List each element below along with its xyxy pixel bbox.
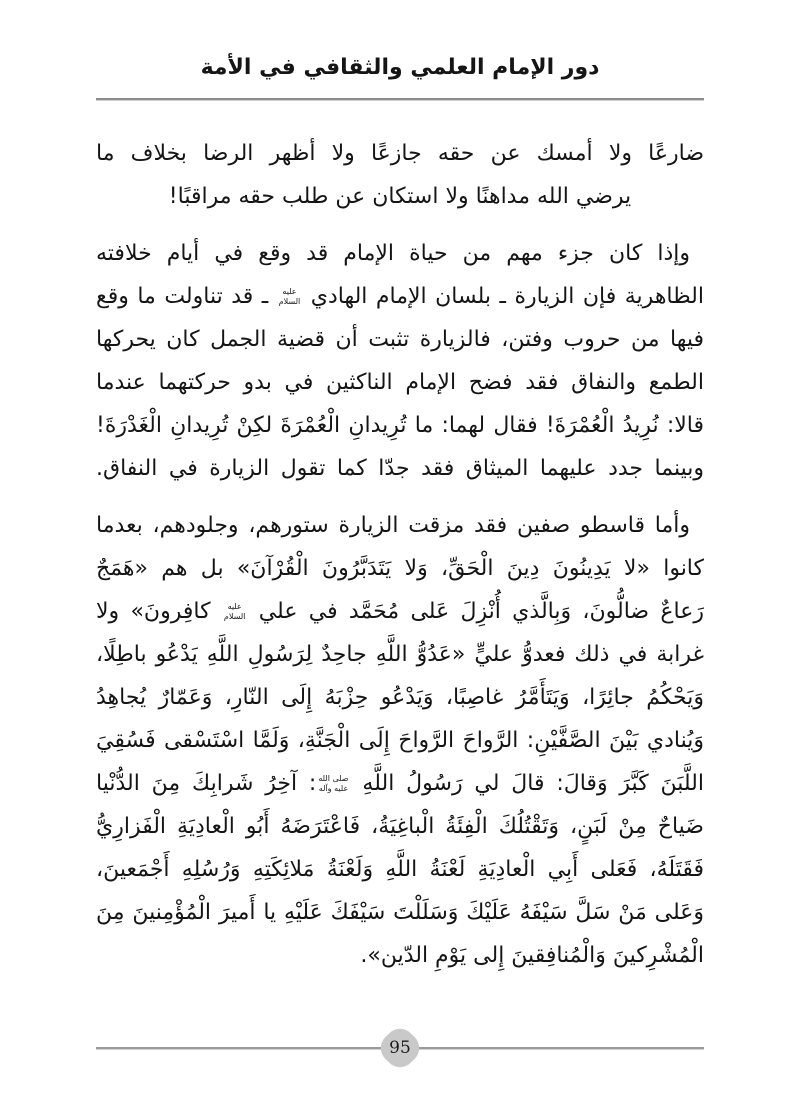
page-number-badge xyxy=(375,1023,426,1074)
text-line: وإذا كان جزء مهم من حياة الإمام قد وقع في أيام خلافته xyxy=(96,241,690,266)
text-line xyxy=(96,762,704,805)
honorific-text: عليه xyxy=(227,602,242,611)
text-segment: : آخِرُ شَرابِكَ مِنَ الدُّنْيا xyxy=(96,771,317,796)
text-line: قالا: نُرِيدُ الْعُمْرَةَ! فقال لهما: ما تُرِيدانِ الْعُمْرَةَ لكِنْ تُرِيدانِ الْغَدْرَةَ! xyxy=(96,413,704,438)
page-number: 95 xyxy=(389,1038,411,1058)
text-line: وأما قاسطو صفين فقد مزقت الزيارة ستورهم، وجلودهم، بعدما xyxy=(96,513,690,538)
page-header xyxy=(0,0,800,100)
paragraph xyxy=(96,232,704,490)
text-line: ضَياحٌ مِنْ لَبَنٍ، وَتَقْتُلُكَ الْفِئَةُ الْباغِيَةُ، فَاعْتَرَضَهُ أَبُو الْعادِيَةِ الْفَزارِيُّ xyxy=(96,814,704,839)
honorific-text: عليه xyxy=(282,287,297,296)
text-line: وَعَلى مَنْ سَلَّ سَيْفَهُ عَلَيْكَ وَسَلَلْتَ سَيْفَكَ عَلَيْهِ يا أَميرَ الْمُؤْمِنينَ مِنَ xyxy=(96,900,704,925)
text-line: ضارعًا ولا أمسك عن حقه جازعًا ولا أظهر الرضا بخلاف ما xyxy=(96,141,704,166)
paragraph xyxy=(96,504,704,977)
text-segment: رَعاعٌ ضالُّونَ، وَبِالَّذي أُنْزِلَ عَلى مُحَمَّد في علي xyxy=(247,599,704,624)
text-line: غرابة في ذلك فعدوُّ عليٍّ «عَدُوُّ اللَّهِ جاحِدٌ لِرَسُولِ اللَّهِ يَدْعُو باطِلًا، xyxy=(96,642,704,667)
page-body xyxy=(96,100,704,977)
alayhis-salam-honorific-icon xyxy=(279,287,301,307)
text-line: فَقَتَلَهُ، فَعَلى أَبِي الْعادِيَةِ لَعْنَةُ اللَّهِ وَلَعْنَةُ مَلائِكَتِهِ وَرُسُلِهِ أَجْمَعينَ، xyxy=(96,857,704,882)
text-line: كانوا «لا يَدِينُونَ دِينَ الْحَقِّ، وَلا يَتَدَبَّرُونَ الْقُرْآنَ» بل هم «هَمَجٌ xyxy=(96,556,704,581)
text-line: الْمُشْرِكينَ وَالْمُنافِقينَ إِلى يَوْمِ الدّين». xyxy=(360,943,704,968)
text-segment: كافِرونَ» ولا xyxy=(96,599,222,624)
page-number-wrap xyxy=(382,1030,418,1066)
text-line xyxy=(96,590,704,633)
alayhis-salam-honorific-icon xyxy=(224,602,246,622)
text-line: وَيَحْكُمُ جائِرًا، وَيَتَأَمَّرُ غاصِبًا، وَيَدْعُو حِزْبَهُ إِلَى النّارِ، وَعَمّارٌ يُجاهِدُ xyxy=(96,685,704,710)
honorific-text: عليه وآله xyxy=(318,784,349,793)
text-line xyxy=(96,275,704,318)
text-segment: الظاهرية فإن الزيارة ـ بلسان الإمام الهادي xyxy=(302,284,704,309)
text-line: يرضي الله مداهنًا ولا استكان عن طلب حقه مراقبًا! xyxy=(168,184,632,209)
text-line: الطمع والنفاق فقد فضح الإمام الناكثين في بدو حركتهما عندما xyxy=(96,370,704,395)
text-line: وَيُنادي بَيْنَ الصَّفَّيْنِ: الرَّواحَ الرَّواحَ إِلَى الْجَنَّةِ، وَلَمَّا اسْتَسْقى فَسُقِيَ xyxy=(96,728,704,753)
text-segment: ـ قد تناولت ما وقع xyxy=(96,284,277,309)
text-segment: اللَّبَنَ كَبَّرَ وَقالَ: قالَ لي رَسُولُ اللَّهِ xyxy=(350,771,704,796)
text-line: وبينما جدد عليهما الميثاق فقد جدّا كما تقول الزيارة في النفاق. xyxy=(96,456,704,481)
paragraph xyxy=(96,132,704,218)
honorific-text: صلى الله xyxy=(318,774,349,783)
honorific-text: السلام xyxy=(278,297,301,306)
text-line: فيها من حروب وفتن، فالزيارة تثبت أن قضية الجمل كان يحركها xyxy=(96,327,704,352)
page-header-title: دور الإمام العلمي والثقافي في الأمة xyxy=(200,55,600,80)
sallallahu-alayhi-waalih-honorific-icon xyxy=(318,774,348,794)
honorific-text: السلام xyxy=(223,612,246,621)
